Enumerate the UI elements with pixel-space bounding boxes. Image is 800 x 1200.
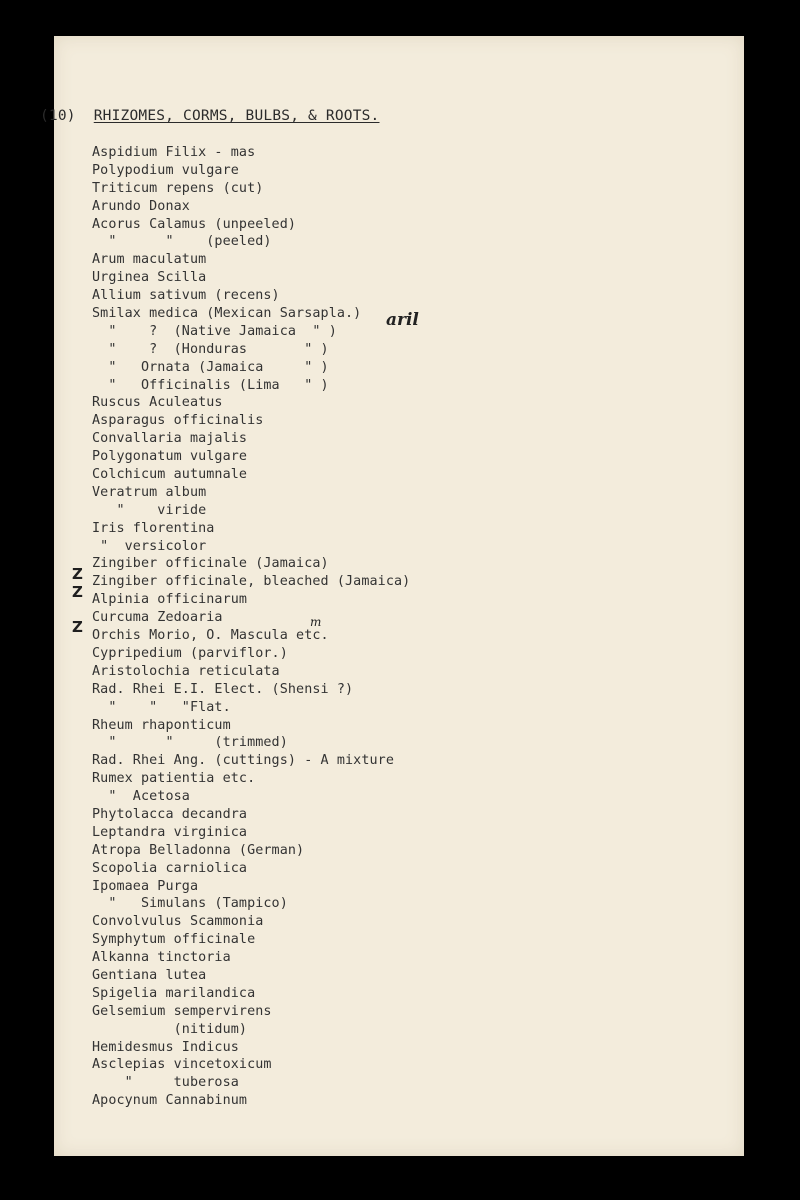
list-item: Apocynum Cannabinum — [92, 1093, 248, 1109]
list-item: " Simulans (Tampico) — [92, 896, 288, 912]
list-item: Asparagus officinalis — [92, 413, 264, 429]
list-item: Polygonatum vulgare — [92, 449, 248, 465]
list-item: Atropa Belladonna (German) — [92, 842, 305, 858]
list-item: Spigelia marilandica — [92, 985, 256, 1001]
list-item: Gelsemium sempervirens — [92, 1003, 272, 1019]
margin-mark-z: Z — [72, 583, 83, 601]
list-item: Cypripedium (parviflor.) — [92, 645, 288, 661]
list-item: Iris florentina — [92, 520, 215, 536]
list-item: Colchicum autumnale — [92, 467, 248, 483]
list-item: Arum maculatum — [92, 252, 207, 268]
list-item: Rad. Rhei Ang. (cuttings) - A mixture — [92, 753, 394, 769]
list-item: Convolvulus Scammonia — [92, 914, 264, 930]
list-item: Zingiber officinale, bleached (Jamaica) — [92, 574, 411, 590]
list-item: " ? (Native Jamaica " ) — [92, 323, 337, 339]
list-item: Alkanna tinctoria — [92, 950, 231, 966]
list-item: Rheum rhaponticum — [92, 717, 231, 733]
list-item: " Officinalis (Lima " ) — [92, 377, 329, 393]
list-item: Ipomaea Purga — [92, 878, 199, 894]
handwritten-note-aril: aril — [386, 310, 419, 330]
margin-mark-z: Z — [72, 618, 83, 636]
list-item: Allium sativum (recens) — [92, 288, 280, 304]
list-item: Aspidium Filix - mas — [92, 145, 256, 160]
list-item: Urginea Scilla — [92, 270, 207, 286]
list-item: " Ornata (Jamaica " ) — [92, 359, 329, 375]
list-item: Orchis Morio, O. Mascula etc. — [92, 628, 329, 644]
list-item: Leptandra virginica — [92, 824, 248, 840]
list-item: Polypodium vulgare — [92, 162, 239, 178]
list-item: Asclepias vincetoxicum — [92, 1057, 272, 1073]
margin-mark-z: Z — [72, 565, 83, 583]
list-item: Phytolacca decandra — [92, 806, 248, 822]
list-item: Ruscus Aculeatus — [92, 395, 223, 411]
entry-list — [92, 144, 410, 1110]
list-item: Gentiana lutea — [92, 967, 207, 983]
list-item: Alpinia officinarum — [92, 592, 248, 608]
list-item: Acorus Calamus (unpeeled) — [92, 216, 297, 232]
list-item: Curcuma Zedoaria — [92, 610, 223, 626]
list-item: " " (peeled) — [92, 234, 272, 250]
list-item: " " (trimmed) — [92, 735, 288, 751]
list-item: Veratrum album — [92, 484, 207, 500]
list-item: (nitidum) — [92, 1021, 248, 1037]
section-number: (10) — [40, 108, 76, 124]
list-item: " versicolor — [92, 538, 207, 554]
list-item: Smilax medica (Mexican Sarsapla.) — [92, 306, 362, 322]
list-item: " ? (Honduras " ) — [92, 341, 329, 357]
list-item: Convallaria majalis — [92, 431, 248, 447]
list-item: Triticum repens (cut) — [92, 180, 264, 196]
list-item: Rad. Rhei E.I. Elect. (Shensi ?) — [92, 681, 354, 697]
list-item: " Acetosa — [92, 789, 190, 805]
list-item: Rumex patientia etc. — [92, 771, 256, 787]
section-title: RHIZOMES, CORMS, BULBS, & ROOTS. — [93, 108, 380, 124]
list-item: " tuberosa — [92, 1075, 239, 1091]
list-item: " viride — [92, 502, 207, 518]
list-item: Scopolia carniolica — [92, 860, 248, 876]
section-heading — [40, 108, 380, 124]
list-item: Hemidesmus Indicus — [92, 1039, 239, 1055]
list-item: Zingiber officinale (Jamaica) — [92, 556, 329, 572]
list-item: Arundo Donax — [92, 198, 190, 214]
handwritten-note-m: m — [310, 615, 322, 629]
list-item: " " "Flat. — [92, 699, 231, 715]
list-item: Aristolochia reticulata — [92, 663, 280, 679]
list-item: Symphytum officinale — [92, 932, 256, 948]
